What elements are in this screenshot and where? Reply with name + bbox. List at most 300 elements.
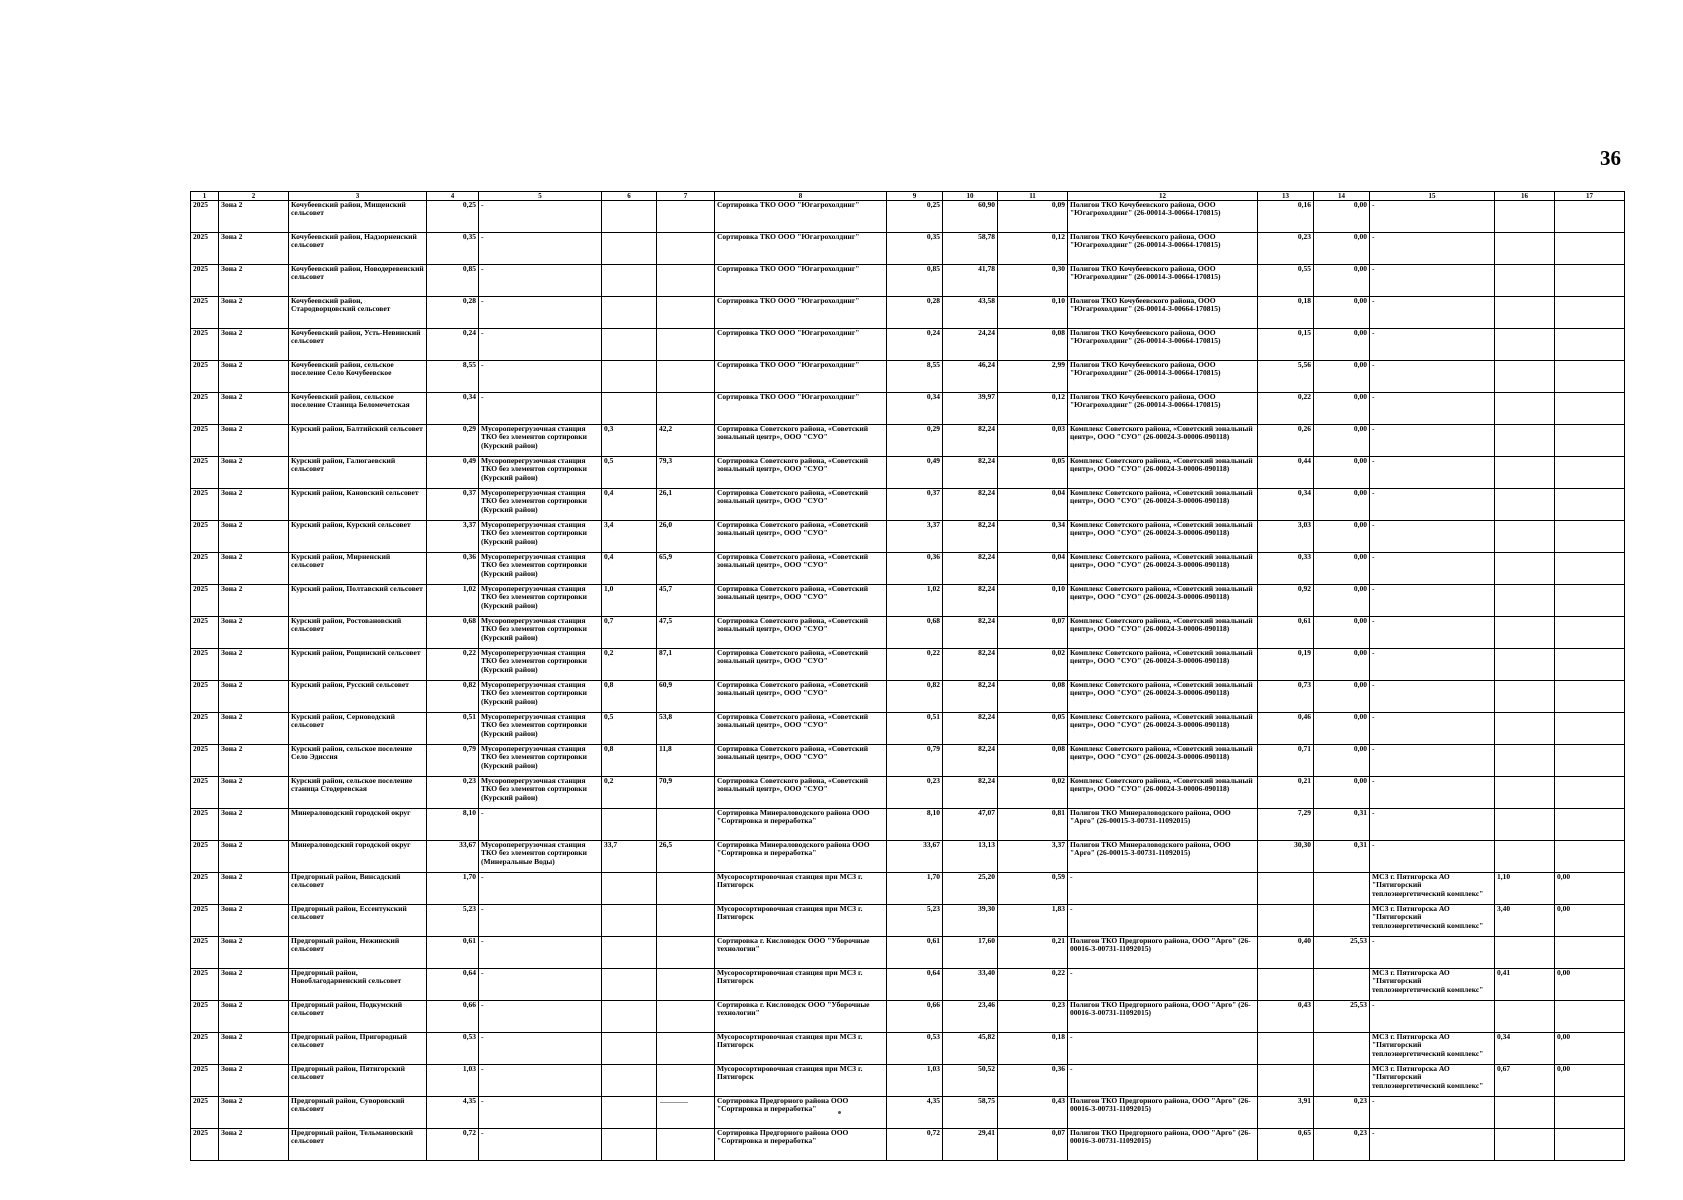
table-row	[191, 1129, 1625, 1161]
table-cell: 4,35	[887, 1097, 943, 1129]
table-cell: 43,58	[943, 297, 998, 329]
table-cell: 0,16	[1258, 201, 1314, 233]
table-cell: Курский район, Серноводский сельсовет	[289, 713, 427, 745]
table-cell: 2025	[191, 329, 219, 361]
table-cell: Курский район, сельское поселение Село Эдиссия	[289, 745, 427, 777]
table-cell: -	[1370, 777, 1495, 809]
table-cell: Зона 2	[219, 873, 289, 905]
column-header: 9	[887, 192, 943, 201]
table-cell: 1,83	[998, 905, 1068, 937]
table-cell: 0,28	[887, 297, 943, 329]
table-cell: 0,03	[998, 425, 1068, 457]
column-header: 11	[998, 192, 1068, 201]
table-cell: 0,08	[998, 745, 1068, 777]
table-cell	[602, 1129, 657, 1161]
table-cell: 82,24	[943, 489, 998, 521]
table-cell: Курский район, Курский сельсовет	[289, 521, 427, 553]
table-cell: 0,53	[427, 1033, 479, 1065]
table-cell: 0,36	[998, 1065, 1068, 1097]
table-cell: 0,23	[427, 777, 479, 809]
table-cell: -	[479, 297, 602, 329]
table-cell: Мусоросортировочная станция при МСЗ г. Пятигорск	[715, 969, 887, 1001]
table-cell: 11,8	[657, 745, 715, 777]
table-cell: Предгорный район, Пятигорский сельсовет	[289, 1065, 427, 1097]
table-cell	[1258, 1033, 1314, 1065]
table-cell: 2025	[191, 393, 219, 425]
table-cell: Сортировка Советского района, «Советский зональный центр», ООО "СУО"	[715, 425, 887, 457]
table-cell: 0,00	[1314, 329, 1370, 361]
table-cell: Сортировка Советского района, «Советский зональный центр», ООО "СУО"	[715, 681, 887, 713]
table-cell: -	[479, 873, 602, 905]
table-cell: 0,85	[887, 265, 943, 297]
table-cell: 0,00	[1555, 1065, 1625, 1097]
table-cell	[1555, 361, 1625, 393]
table-cell	[1495, 649, 1555, 681]
table-cell: 0,43	[998, 1097, 1068, 1129]
table-cell	[602, 969, 657, 1001]
table-cell	[1555, 553, 1625, 585]
table-cell: Минераловодский городской округ	[289, 809, 427, 841]
table-cell: Предгорный район, Ессентукский сельсовет	[289, 905, 427, 937]
table-cell	[1495, 617, 1555, 649]
table-cell: 2025	[191, 585, 219, 617]
table-cell: 0,22	[887, 649, 943, 681]
table-row	[191, 809, 1625, 841]
table-cell: 0,10	[998, 297, 1068, 329]
table-cell: 45,7	[657, 585, 715, 617]
table-cell: 2025	[191, 233, 219, 265]
table-cell: Предгорный район, Суворовский сельсовет	[289, 1097, 427, 1129]
table-row	[191, 233, 1625, 265]
table-cell: 2025	[191, 425, 219, 457]
table-cell	[1495, 681, 1555, 713]
table-cell: Сортировка ТКО ООО "Югагрохолдинг"	[715, 297, 887, 329]
table-cell	[657, 809, 715, 841]
table-row	[191, 1065, 1625, 1097]
table-cell	[1495, 585, 1555, 617]
table-cell	[1495, 1129, 1555, 1161]
table-cell: 0,64	[887, 969, 943, 1001]
table-row	[191, 393, 1625, 425]
table-cell: Предгорный район, Новоблагодарненский сельсовет	[289, 969, 427, 1001]
table-cell: Мусороперегрузочная станция ТКО без элементов сортировки (Курский район)	[479, 617, 602, 649]
table-cell: 0,00	[1314, 681, 1370, 713]
table-cell: 3,91	[1258, 1097, 1314, 1129]
table-cell: Комплекс Советского района, «Советский зональный центр», ООО "СУО" (26-00024-З-00006-090118)	[1068, 681, 1258, 713]
table-cell: Сортировка Минераловодского района ООО "Сортировка и переработка"	[715, 809, 887, 841]
table-row	[191, 361, 1625, 393]
table-cell: 0,00	[1555, 905, 1625, 937]
table-cell: 60,90	[943, 201, 998, 233]
table-cell: Кочубеевский район, Новодеревенский сельсовет	[289, 265, 427, 297]
table-cell	[1555, 457, 1625, 489]
table-cell: 3,4	[602, 521, 657, 553]
table-cell: 39,30	[943, 905, 998, 937]
table-cell: -	[1370, 745, 1495, 777]
table-row	[191, 265, 1625, 297]
table-cell: 26,1	[657, 489, 715, 521]
table-cell: 30,30	[1258, 841, 1314, 873]
table-cell: -	[479, 1065, 602, 1097]
table-cell	[602, 1065, 657, 1097]
table-cell: 2025	[191, 969, 219, 1001]
table-cell	[1495, 937, 1555, 969]
table-cell: Мусороперегрузочная станция ТКО без элементов сортировки (Курский район)	[479, 713, 602, 745]
table-cell: 2025	[191, 745, 219, 777]
table-cell: Зона 2	[219, 265, 289, 297]
table-cell: 0,64	[427, 969, 479, 1001]
table-cell	[1314, 969, 1370, 1001]
column-header: 13	[1258, 192, 1314, 201]
table-cell: Полигон ТКО Кочубеевского района, ООО "Югагрохолдинг" (26-00014-З-00664-170815)	[1068, 393, 1258, 425]
table-cell: Сортировка Минераловодского района ООО "Сортировка и переработка"	[715, 841, 887, 873]
table-cell	[1495, 841, 1555, 873]
table-cell: Сортировка Советского района, «Советский зональный центр», ООО "СУО"	[715, 777, 887, 809]
table-cell: -	[1370, 297, 1495, 329]
table-cell: 2025	[191, 521, 219, 553]
table-cell: 0,07	[998, 617, 1068, 649]
table-cell: 0,23	[998, 1001, 1068, 1033]
table-cell: 87,1	[657, 649, 715, 681]
scan-mark	[660, 1102, 688, 1103]
table-cell: 0,00	[1314, 361, 1370, 393]
table-cell: -	[479, 265, 602, 297]
table-cell: 0,67	[1495, 1065, 1555, 1097]
table-cell: Зона 2	[219, 777, 289, 809]
table-cell: 0,21	[998, 937, 1068, 969]
table-cell: Зона 2	[219, 905, 289, 937]
column-header: 1	[191, 192, 219, 201]
table-cell: 1,03	[887, 1065, 943, 1097]
table-cell: Зона 2	[219, 937, 289, 969]
table-cell	[1495, 553, 1555, 585]
table-cell	[1495, 297, 1555, 329]
table-cell: Кочубеевский район, сельское поселение Станица Беломечетская	[289, 393, 427, 425]
table-cell: 82,24	[943, 585, 998, 617]
column-header: 14	[1314, 192, 1370, 201]
table-cell: 0,23	[887, 777, 943, 809]
table-cell	[602, 1097, 657, 1129]
table-cell: 0,49	[887, 457, 943, 489]
table-cell: Зона 2	[219, 457, 289, 489]
table-cell: 0,31	[1314, 809, 1370, 841]
table-cell: 0,2	[602, 649, 657, 681]
table-cell	[1555, 393, 1625, 425]
table-cell: -	[1068, 905, 1258, 937]
table-cell: 60,9	[657, 681, 715, 713]
table-cell	[602, 265, 657, 297]
table-cell	[1495, 425, 1555, 457]
table-cell: 0,04	[998, 553, 1068, 585]
table-cell: 2025	[191, 649, 219, 681]
table-cell: Мусоросортировочная станция при МСЗ г. Пятигорск	[715, 1065, 887, 1097]
table-cell: 0,4	[602, 489, 657, 521]
table-cell	[1495, 233, 1555, 265]
table-cell	[1555, 425, 1625, 457]
table-cell: 0,36	[887, 553, 943, 585]
table-row	[191, 521, 1625, 553]
table-cell	[657, 1065, 715, 1097]
table-cell: 13,13	[943, 841, 998, 873]
column-header: 6	[602, 192, 657, 201]
table-cell: 0,18	[998, 1033, 1068, 1065]
table-cell: 0,68	[887, 617, 943, 649]
table-cell: 17,60	[943, 937, 998, 969]
table-cell: 0,24	[427, 329, 479, 361]
column-number-row	[191, 192, 1625, 201]
table-cell: 0,00	[1314, 585, 1370, 617]
table-cell: 1,70	[887, 873, 943, 905]
table-cell	[1314, 905, 1370, 937]
table-cell	[1495, 713, 1555, 745]
table-cell: Сортировка г. Кисловодск ООО "Уборочные технологии"	[715, 937, 887, 969]
table-cell	[1495, 201, 1555, 233]
table-cell: 2025	[191, 201, 219, 233]
table-cell: 4,35	[427, 1097, 479, 1129]
table-cell: Сортировка Советского района, «Советский зональный центр», ООО "СУО"	[715, 457, 887, 489]
table-cell: 1,03	[427, 1065, 479, 1097]
table-cell: Полигон ТКО Предгорного района, ООО "Арго" (26-00016-З-00731-11092015)	[1068, 1001, 1258, 1033]
table-cell: 0,00	[1555, 1033, 1625, 1065]
table-cell: 0,81	[998, 809, 1068, 841]
table-cell	[1495, 521, 1555, 553]
table-cell: 0,23	[1314, 1129, 1370, 1161]
table-cell: 5,23	[887, 905, 943, 937]
table-cell: МСЗ г. Пятигорска АО "Пятигорский теплоэнергетический комплекс"	[1370, 905, 1495, 937]
table-cell: 53,8	[657, 713, 715, 745]
table-cell: 0,31	[1314, 841, 1370, 873]
table-cell: -	[1370, 649, 1495, 681]
table-cell: 2,99	[998, 361, 1068, 393]
table-cell: 0,23	[1314, 1097, 1370, 1129]
table-cell: 29,41	[943, 1129, 998, 1161]
table-cell: Мусороперегрузочная станция ТКО без элементов сортировки (Курский район)	[479, 585, 602, 617]
table-cell: 0,02	[998, 649, 1068, 681]
table-cell: -	[1370, 937, 1495, 969]
table-cell: 0,34	[1258, 489, 1314, 521]
table-cell: 0,21	[1258, 777, 1314, 809]
table-cell: Мусороперегрузочная станция ТКО без элементов сортировки (Минеральные Воды)	[479, 841, 602, 873]
table-cell: 0,51	[427, 713, 479, 745]
table-cell	[1495, 265, 1555, 297]
table-cell	[1555, 681, 1625, 713]
table-cell: Зона 2	[219, 1129, 289, 1161]
table-cell	[602, 937, 657, 969]
table-cell: 0,34	[887, 393, 943, 425]
table-row	[191, 201, 1625, 233]
table-cell	[657, 873, 715, 905]
table-cell: 0,43	[1258, 1001, 1314, 1033]
table-cell: Зона 2	[219, 233, 289, 265]
table-cell: Курский район, Ростовановский сельсовет	[289, 617, 427, 649]
table-cell: -	[1068, 969, 1258, 1001]
table-cell	[602, 297, 657, 329]
table-cell: -	[479, 393, 602, 425]
table-cell: 0,35	[887, 233, 943, 265]
table-cell: Сортировка Предгорного района ООО "Сортировка и переработка"	[715, 1129, 887, 1161]
table-cell: Зона 2	[219, 617, 289, 649]
table-cell: Зона 2	[219, 489, 289, 521]
table-cell	[657, 1033, 715, 1065]
table-cell: 1,0	[602, 585, 657, 617]
column-header: 15	[1370, 192, 1495, 201]
table-cell: 0,25	[887, 201, 943, 233]
table-cell: 82,24	[943, 617, 998, 649]
table-cell: -	[1370, 329, 1495, 361]
table-cell: 0,09	[998, 201, 1068, 233]
table-cell: 0,00	[1314, 713, 1370, 745]
table-cell: Комплекс Советского района, «Советский зональный центр», ООО "СУО" (26-00024-З-00006-090118)	[1068, 745, 1258, 777]
table-cell: Полигон ТКО Предгорного района, ООО "Арго" (26-00016-З-00731-11092015)	[1068, 1097, 1258, 1129]
table-cell	[602, 393, 657, 425]
table-cell: Сортировка ТКО ООО "Югагрохолдинг"	[715, 361, 887, 393]
table-cell: 0,5	[602, 713, 657, 745]
table-cell: 2025	[191, 265, 219, 297]
table-cell: 2025	[191, 937, 219, 969]
table-cell: -	[479, 969, 602, 1001]
table-cell: 39,97	[943, 393, 998, 425]
table-cell: 26,5	[657, 841, 715, 873]
table-cell: 2025	[191, 457, 219, 489]
table-cell: 0,66	[427, 1001, 479, 1033]
table-cell: Зона 2	[219, 393, 289, 425]
table-cell: Зона 2	[219, 1097, 289, 1129]
table-cell	[657, 905, 715, 937]
table-cell	[1555, 489, 1625, 521]
table-cell: Курский район, Кановский сельсовет	[289, 489, 427, 521]
table-cell: 0,23	[1258, 233, 1314, 265]
table-cell: Предгорный район, Нежинский сельсовет	[289, 937, 427, 969]
table-cell	[657, 1001, 715, 1033]
table-cell: -	[479, 201, 602, 233]
table-cell: 0,02	[998, 777, 1068, 809]
table-cell: 2025	[191, 1065, 219, 1097]
table-cell: Сортировка Советского района, «Советский зональный центр», ООО "СУО"	[715, 713, 887, 745]
table-cell	[602, 233, 657, 265]
table-cell: Зона 2	[219, 329, 289, 361]
table-row	[191, 841, 1625, 873]
table-cell: -	[479, 1033, 602, 1065]
table-cell: 33,67	[887, 841, 943, 873]
table-cell	[657, 265, 715, 297]
table-cell: 8,55	[887, 361, 943, 393]
table-cell	[602, 329, 657, 361]
table-cell	[1258, 905, 1314, 937]
table-cell: -	[1370, 521, 1495, 553]
table-cell: 2025	[191, 809, 219, 841]
table-cell: 25,20	[943, 873, 998, 905]
table-cell: Полигон ТКО Кочубеевского района, ООО "Югагрохолдинг" (26-00014-З-00664-170815)	[1068, 201, 1258, 233]
table-cell: 2025	[191, 297, 219, 329]
table-cell: Курский район, Русский сельсовет	[289, 681, 427, 713]
table-cell: Мусороперегрузочная станция ТКО без элементов сортировки (Курский район)	[479, 681, 602, 713]
table-cell: -	[479, 1129, 602, 1161]
table-row	[191, 713, 1625, 745]
table-cell: 0,82	[427, 681, 479, 713]
table-cell: 2025	[191, 873, 219, 905]
table-cell	[657, 329, 715, 361]
table-cell: 26,0	[657, 521, 715, 553]
table-cell: Полигон ТКО Минераловодского района, ООО "Арго" (26-00015-З-00731-11092015)	[1068, 841, 1258, 873]
table-cell: -	[479, 233, 602, 265]
table-cell: Полигон ТКО Кочубеевского района, ООО "Югагрохолдинг" (26-00014-З-00664-170815)	[1068, 233, 1258, 265]
table-row	[191, 457, 1625, 489]
table-cell: -	[1068, 1065, 1258, 1097]
table-cell: 82,24	[943, 425, 998, 457]
table-cell: 0,08	[998, 329, 1068, 361]
table-cell: 0,22	[1258, 393, 1314, 425]
table-cell	[1555, 1097, 1625, 1129]
table-cell: Мусороперегрузочная станция ТКО без элементов сортировки (Курский район)	[479, 649, 602, 681]
table-cell: Мусоросортировочная станция при МСЗ г. Пятигорск	[715, 873, 887, 905]
table-cell: 2025	[191, 1001, 219, 1033]
table-cell: 0,00	[1314, 777, 1370, 809]
table-cell	[657, 969, 715, 1001]
table-cell: -	[1370, 1001, 1495, 1033]
table-cell: Курский район, Галюгаевский сельсовет	[289, 457, 427, 489]
table-row	[191, 937, 1625, 969]
table-cell: 0,35	[427, 233, 479, 265]
table-cell: 2025	[191, 489, 219, 521]
table-cell: Предгорный район, Тельмановский сельсовет	[289, 1129, 427, 1161]
table-cell	[1555, 585, 1625, 617]
table-cell: Курский район, сельское поселение станица Стодеревская	[289, 777, 427, 809]
table-cell: 0,71	[1258, 745, 1314, 777]
table-cell: 0,10	[998, 585, 1068, 617]
table-cell: Предгорный район, Винсадский сельсовет	[289, 873, 427, 905]
table-cell: Сортировка Советского района, «Советский зональный центр», ООО "СУО"	[715, 553, 887, 585]
table-cell: 0,19	[1258, 649, 1314, 681]
table-cell	[602, 809, 657, 841]
table-cell: Полигон ТКО Кочубеевского района, ООО "Югагрохолдинг" (26-00014-З-00664-170815)	[1068, 329, 1258, 361]
table-cell: 0,72	[887, 1129, 943, 1161]
table-cell: 0,00	[1314, 393, 1370, 425]
table-cell: 0,12	[998, 233, 1068, 265]
table-cell: 0,30	[998, 265, 1068, 297]
table-cell: 0,5	[602, 457, 657, 489]
table-cell: 2025	[191, 1033, 219, 1065]
column-header: 2	[219, 192, 289, 201]
table-cell: 2025	[191, 905, 219, 937]
table-cell: Комплекс Советского района, «Советский зональный центр», ООО "СУО" (26-00024-З-00006-090118)	[1068, 585, 1258, 617]
table-cell: -	[1370, 617, 1495, 649]
table-cell: 2025	[191, 713, 219, 745]
table-cell: -	[1370, 809, 1495, 841]
table-cell: 0,18	[1258, 297, 1314, 329]
table-cell: Полигон ТКО Кочубеевского района, ООО "Югагрохолдинг" (26-00014-З-00664-170815)	[1068, 265, 1258, 297]
table-cell	[1495, 393, 1555, 425]
table-cell: 0,00	[1314, 649, 1370, 681]
table-cell: 0,40	[1258, 937, 1314, 969]
table-cell: 0,00	[1314, 489, 1370, 521]
table-cell: 5,56	[1258, 361, 1314, 393]
table-cell	[1495, 809, 1555, 841]
table-cell: 70,9	[657, 777, 715, 809]
table-cell	[602, 1033, 657, 1065]
table-cell: 0,73	[1258, 681, 1314, 713]
table-cell: Комплекс Советского района, «Советский зональный центр», ООО "СУО" (26-00024-З-00006-090118)	[1068, 777, 1258, 809]
table-cell: Полигон ТКО Кочубеевского района, ООО "Югагрохолдинг" (26-00014-З-00664-170815)	[1068, 361, 1258, 393]
table-cell: 0,82	[887, 681, 943, 713]
table-row	[191, 905, 1625, 937]
table-cell: 0,79	[427, 745, 479, 777]
table-cell	[1495, 329, 1555, 361]
table-cell: 0,8	[602, 681, 657, 713]
column-header: 10	[943, 192, 998, 201]
table-cell: 0,22	[998, 969, 1068, 1001]
table-cell: -	[1370, 553, 1495, 585]
table-cell	[602, 361, 657, 393]
